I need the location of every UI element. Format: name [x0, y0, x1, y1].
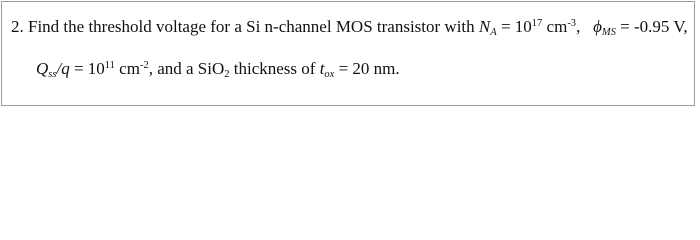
problem-number: 2.	[11, 17, 24, 36]
na-equals: = 10	[496, 17, 532, 36]
na-subscript: A	[490, 26, 497, 38]
phi-symbol: ϕ	[593, 17, 602, 36]
na-exponent: 17	[531, 18, 543, 30]
separator: ,	[576, 17, 594, 36]
q-subscript: ss	[48, 68, 57, 80]
sio2-text: , and a SiO	[148, 59, 225, 78]
problem-line-1	[11, 17, 688, 37]
q-exponent: 11	[104, 60, 115, 72]
sio2-subscript: 2	[224, 68, 230, 80]
problem-lead-text: Find the threshold voltage for a Si n-channel MOS transistor with	[28, 17, 479, 36]
thickness-text: thickness of	[229, 59, 320, 78]
q-unit: cm	[114, 59, 140, 78]
problem-box	[1, 1, 695, 106]
tox-subscript: ox	[324, 68, 335, 80]
na-unit: cm	[542, 17, 568, 36]
q-divisor: /q	[56, 59, 70, 78]
q-symbol: Q	[36, 59, 49, 78]
phi-value: = -0.95 V,	[615, 17, 688, 36]
q-unit-exponent: -2	[139, 60, 149, 72]
phi-subscript: MS	[601, 26, 616, 38]
tox-symbol: t	[319, 59, 325, 78]
problem-line-2	[36, 59, 400, 79]
q-equals: = 10	[69, 59, 105, 78]
tox-value: = 20 nm.	[334, 59, 400, 78]
na-symbol: N	[478, 17, 491, 36]
na-unit-exponent: -3	[567, 18, 577, 30]
